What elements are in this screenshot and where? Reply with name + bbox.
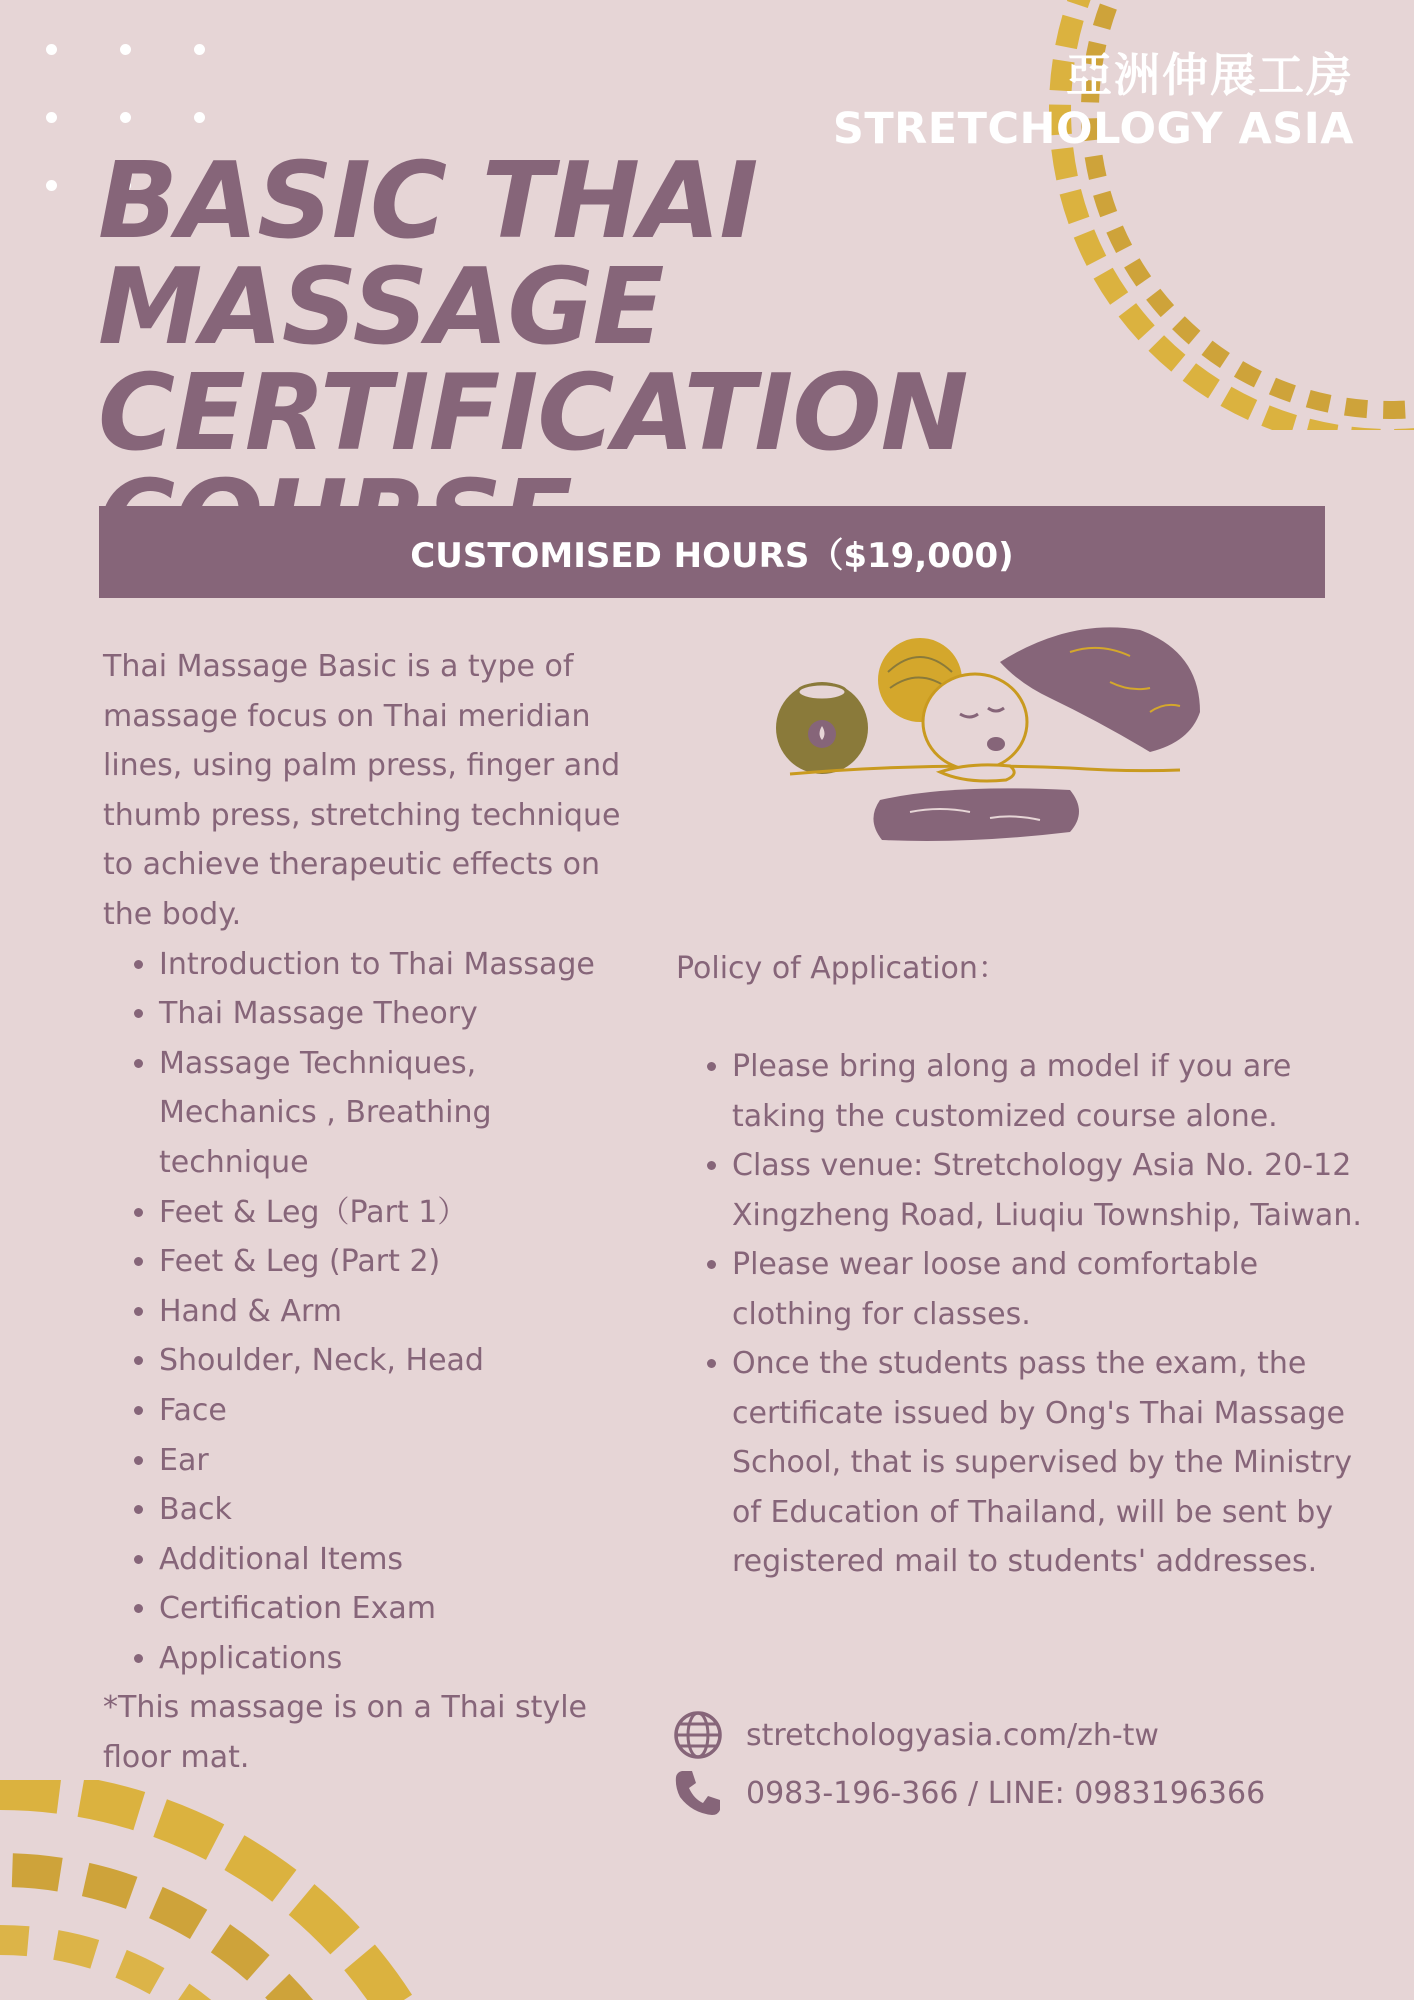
policy-item: • Class venue: Stretchology Asia No. 20-12 Xingzheng Road, Liuqiu Township, Taiwan. <box>732 1141 1366 1240</box>
website-row <box>672 1706 1265 1764</box>
intro-text: Thai Massage Basic is a type of massage focus on Thai meridian lines, using palm press, finger and thumb press, stretching technique to achieve therapeutic effects on the body. <box>103 649 621 932</box>
phone-number[interactable]: 0983-196-366 / LINE: 0983196366 <box>746 1775 1266 1811</box>
policy-item: • Please wear loose and comfortable clothing for classes. <box>732 1240 1366 1339</box>
curriculum-item: • Feet & Leg（Part 1） <box>159 1188 643 1238</box>
floor-mat-note: *This massage is on a Thai style floor mat. <box>103 1690 587 1776</box>
course-description <box>103 642 643 1783</box>
policy-section <box>676 944 1366 1587</box>
curriculum-item: • Applications <box>159 1634 643 1684</box>
curriculum-item: • Certification Exam <box>159 1584 643 1634</box>
title-line-2: CERTIFICATION <box>98 352 968 474</box>
curriculum-item: • Back <box>159 1485 643 1535</box>
curriculum-item: • Introduction to Thai Massage <box>159 940 643 990</box>
price-banner-label: CUSTOMISED HOURS（$19,000) <box>410 535 1014 576</box>
policy-item: • Please bring along a model if you are taking the customized course alone. <box>732 1042 1366 1141</box>
phone-icon <box>672 1767 724 1819</box>
curriculum-list <box>103 940 643 1684</box>
globe-icon <box>672 1709 724 1761</box>
curriculum-item: • Additional Items <box>159 1535 643 1585</box>
curriculum-item: • Thai Massage Theory <box>159 989 643 1039</box>
curriculum-item: • Ear <box>159 1436 643 1486</box>
title-line-1: BASIC THAI MASSAGE <box>98 140 758 368</box>
curriculum-item: • Shoulder, Neck, Head <box>159 1336 643 1386</box>
curriculum-item: • Hand & Arm <box>159 1287 643 1337</box>
massage-illustration <box>770 622 1210 854</box>
policy-heading: Policy of Application： <box>676 951 1008 986</box>
brand-name-chinese: 亞洲伸展工房 <box>1066 48 1354 102</box>
price-banner <box>99 506 1325 598</box>
curriculum-item: • Massage Techniques, Mechanics , Breathing technique <box>159 1039 643 1188</box>
brand-name-english: STRETCHOLOGY ASIA <box>832 104 1354 154</box>
curriculum-item: • Feet & Leg (Part 2) <box>159 1237 643 1287</box>
brand-logo <box>832 48 1354 154</box>
policy-list <box>676 1042 1366 1587</box>
curriculum-item: • Face <box>159 1386 643 1436</box>
phone-row <box>672 1764 1265 1822</box>
contact-info <box>672 1706 1265 1822</box>
website-link[interactable]: stretchologyasia.com/zh-tw <box>746 1717 1159 1753</box>
gold-ring-decoration-bottom <box>0 1780 520 2000</box>
policy-item: • Once the students pass the exam, the certificate issued by Ong's Thai Massage School, that is supervised by the Ministry of Education of Thailand, will be sent by registered mail to students' addresses. <box>732 1339 1366 1587</box>
